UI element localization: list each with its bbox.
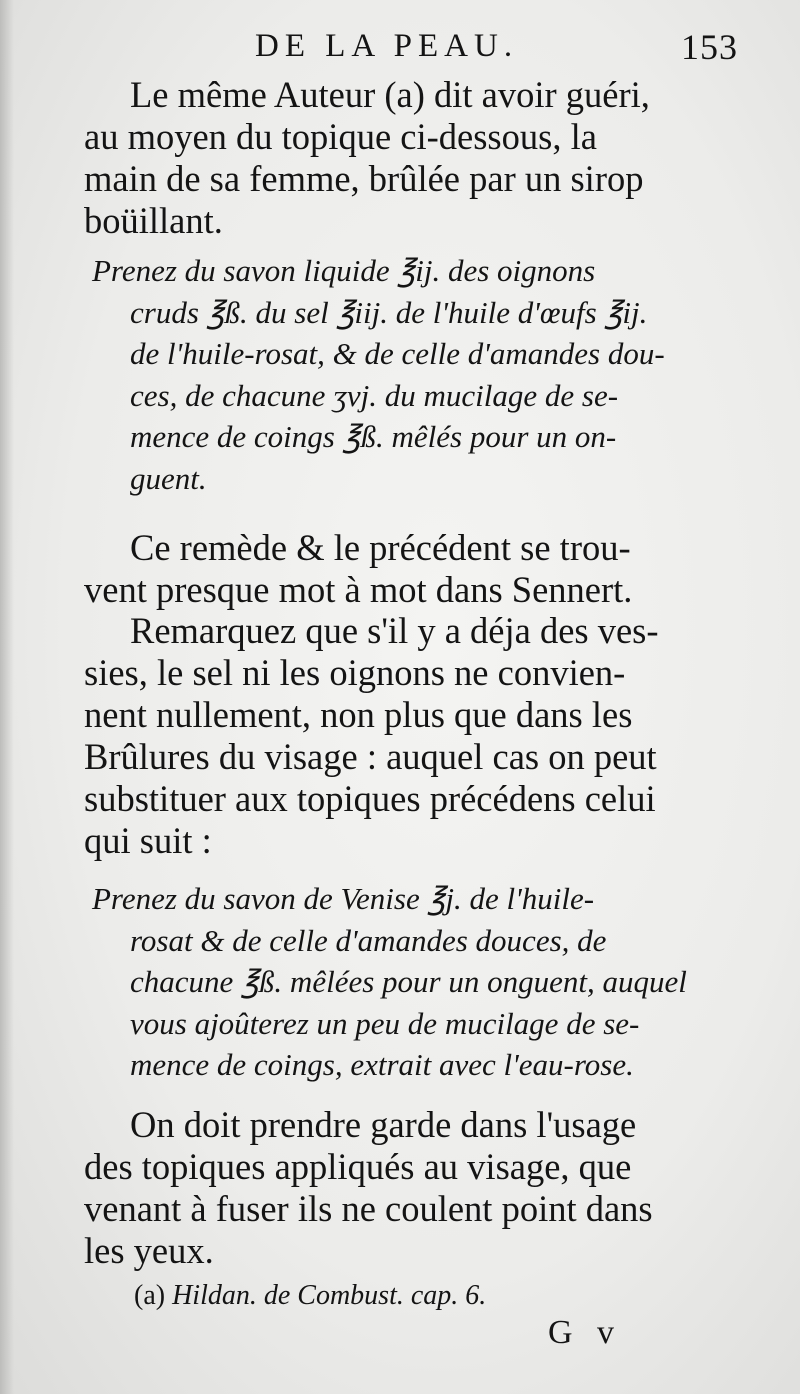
text-line: boüillant. <box>84 200 223 241</box>
signature-mark: G v <box>548 1314 623 1351</box>
page-header <box>255 22 740 72</box>
page-spine-shadow <box>0 0 14 1394</box>
text-line: Brûlures du visage : auquel cas on peut <box>84 736 657 777</box>
paragraph-2 <box>84 527 740 611</box>
text-line: Ce remède & le précédent se trou- <box>130 527 631 568</box>
paragraph-3 <box>84 610 740 862</box>
text-line: au moyen du topique ci-dessous, la <box>84 116 597 157</box>
recipe-line: Prenez du savon liquide ℥ij. des oignons <box>92 253 596 288</box>
text-line: les yeux. <box>84 1230 214 1271</box>
footnote-marker: (a) <box>134 1280 166 1311</box>
paragraph-4 <box>84 1104 740 1272</box>
recipe-line: de l'huile-rosat, & de celle d'amandes dou- <box>130 336 665 371</box>
text-line: qui suit : <box>84 820 212 861</box>
recipe-line: vous ajoûterez un peu de mucilage de se- <box>130 1005 640 1041</box>
recipe-line: Prenez du savon de Venise ℥j. de l'huile- <box>92 881 595 916</box>
recipe-1 <box>92 250 742 499</box>
running-head: DE LA PEAU. <box>255 28 519 64</box>
paragraph-1 <box>84 74 740 242</box>
recipe-line: mence de coings ℥ß. mêlés pour un on- <box>130 419 617 454</box>
footnote-text: Hildan. de Combust. cap. 6. <box>172 1280 487 1311</box>
recipe-line: ces, de chacune ʒvj. du mucilage de se- <box>130 377 619 413</box>
recipe-line: cruds ℥ß. du sel ℥iij. de l'huile d'œufs ℥ij. <box>130 294 648 330</box>
page-number: 153 <box>681 27 738 67</box>
text-line: substituer aux topiques précédens celui <box>84 778 656 819</box>
text-line: sies, le sel ni les oignons ne convien- <box>84 652 626 693</box>
text-line: Remarquez que s'il y a déja des ves- <box>130 610 659 651</box>
text-line: venant à fuser ils ne coulent point dans <box>84 1188 653 1229</box>
recipe-line: guent. <box>130 460 207 496</box>
text-line: On doit prendre garde dans l'usage <box>130 1104 637 1145</box>
recipe-line: mence de coings, extrait avec l'eau-rose. <box>130 1047 634 1082</box>
text-line: vent presque mot à mot dans Sennert. <box>84 569 633 610</box>
recipe-line: chacune ℥ß. mêlées pour un onguent, auquel <box>130 964 687 999</box>
recipe-2 <box>92 878 742 1086</box>
text-line: Le même Auteur (a) dit avoir guéri, <box>130 74 650 115</box>
text-line: main de sa femme, brûlée par un sirop <box>84 158 644 199</box>
footnote <box>134 1280 486 1312</box>
text-line: nent nullement, non plus que dans les <box>84 694 633 735</box>
text-line: des topiques appliqués au visage, que <box>84 1146 632 1187</box>
recipe-line: rosat & de celle d'amandes douces, de <box>130 922 607 958</box>
